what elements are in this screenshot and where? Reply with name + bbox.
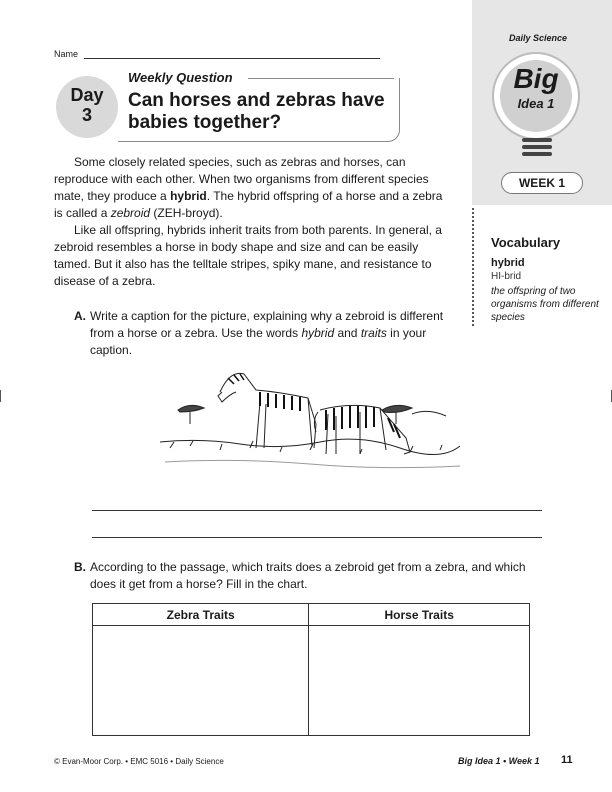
question-b bbox=[74, 559, 534, 593]
zebroid-term: zebroid bbox=[110, 206, 151, 220]
passage-paragraph-2: Like all offspring, hybrids inherit traits from both parents. In general, a zebroid resembles a horse in body shape and size and can be easily tamed. But it also has the telltale stripes, spiky mane, and resistance to disease of a zebra. bbox=[54, 223, 442, 288]
zebra-traits-cell[interactable] bbox=[93, 626, 309, 736]
page-number: 11 bbox=[561, 754, 573, 766]
crop-mark-left bbox=[0, 390, 4, 402]
day-number: 3 bbox=[81, 105, 92, 125]
daily-science-label: Daily Science bbox=[508, 33, 568, 43]
zebra-traits-header: Zebra Traits bbox=[93, 604, 309, 626]
hybrid-term: hybrid bbox=[170, 189, 207, 203]
day-badge-text bbox=[56, 85, 118, 125]
vocabulary-pronunciation: HI-brid bbox=[491, 271, 522, 282]
zebras-illustration bbox=[160, 362, 460, 474]
weekly-question-rule bbox=[248, 78, 394, 79]
question-b-letter: B. bbox=[74, 560, 86, 574]
caption-line-2[interactable] bbox=[92, 537, 542, 538]
weekly-question: Can horses and zebras have babies together? bbox=[128, 90, 385, 133]
caption-line-1[interactable] bbox=[92, 510, 542, 511]
vocabulary-heading: Vocabulary bbox=[491, 235, 561, 250]
big-label: Big bbox=[513, 63, 559, 94]
weekly-question-label: Weekly Question bbox=[128, 70, 233, 85]
lightbulb-base-icon bbox=[522, 138, 552, 164]
question-a-letter: A. bbox=[74, 309, 86, 323]
vocabulary-definition: the offspring of two organisms from different species bbox=[491, 286, 599, 323]
name-field[interactable] bbox=[84, 58, 380, 59]
sidebar-divider bbox=[472, 208, 474, 326]
footer-section: Big Idea 1 • Week 1 bbox=[458, 756, 540, 766]
footer-copyright: © Evan-Moor Corp. • EMC 5016 • Daily Science bbox=[54, 757, 224, 766]
big-idea-number: Idea 1 bbox=[517, 96, 555, 111]
traits-chart bbox=[92, 603, 530, 736]
week-badge: WEEK 1 bbox=[501, 172, 583, 194]
crop-mark-right bbox=[608, 390, 612, 402]
reading-passage bbox=[54, 154, 450, 290]
day-label: Day bbox=[70, 85, 104, 105]
vocabulary-term: hybrid bbox=[491, 257, 525, 269]
question-a bbox=[74, 308, 444, 359]
chart-header-row bbox=[93, 604, 530, 626]
chart-answer-row bbox=[93, 626, 530, 736]
question-a-text: Write a caption for the picture, explaining why a zebroid is different from a horse or a zebra. Use the words hybrid and traits in your caption. bbox=[90, 309, 444, 357]
passage-paragraph-1: Some closely related species, such as zebras and horses, can reproduce with each other. When two organisms from different species mate, they produce a hybrid. The hybrid offspring of a horse and a zebra is called a zebroid (ZEH-broyd). bbox=[54, 155, 443, 220]
question-b-text: According to the passage, which traits does a zebroid get from a zebra, and which does it get from a horse? Fill in the chart. bbox=[90, 560, 526, 591]
name-label: Name bbox=[54, 49, 79, 59]
horse-traits-header: Horse Traits bbox=[309, 604, 530, 626]
horse-traits-cell[interactable] bbox=[309, 626, 530, 736]
